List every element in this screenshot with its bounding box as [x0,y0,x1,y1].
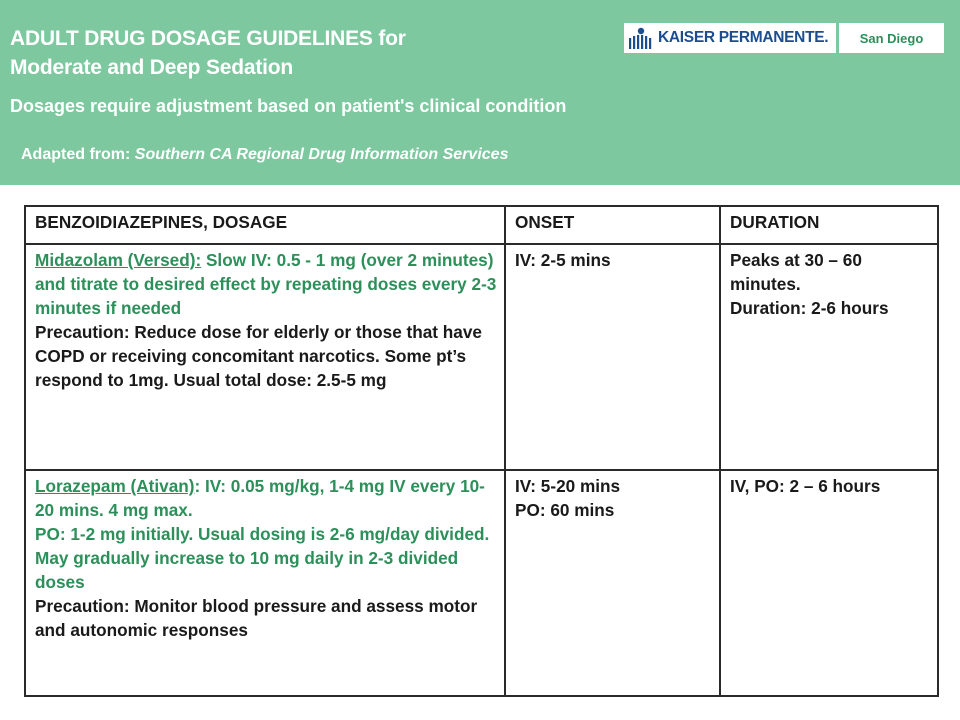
midazolam-dosage: Slow IV: 0.5 - 1 mg (over 2 minutes) and titrate to desired effect by repeating doses every 2-3 minutes if needed [35,250,497,318]
title-line-1: ADULT DRUG DOSAGE GUIDELINES for [10,27,406,50]
lorazepam-dosage-po: PO: 1-2 mg initially. Usual dosing is 2-6 mg/day divided. May gradually increase to 10 mg daily in 2-3 divided doses [35,524,490,592]
page-title [10,24,610,82]
lorazepam-dosage-cell [25,470,505,696]
adapted-label: Adapted from: [21,146,131,163]
adapted-source: Southern CA Regional Drug Information Services [134,146,509,163]
kaiser-logo [624,23,836,53]
lorazepam-dosage-text [35,476,489,592]
table-header-row [25,206,938,244]
dosage-table [24,205,939,697]
lorazepam-dosage: : IV: 0.05 mg/kg, 1-4 mg IV every 10-20 mins. 4 mg max. [35,476,485,520]
midazolam-dosage-text [35,250,496,318]
lorazepam-duration: IV, PO: 2 – 6 hours [730,476,881,496]
midazolam-duration: Duration: 2-6 hours [730,298,889,318]
header-banner [0,0,960,185]
lorazepam-onset-po: PO: 60 mins [515,500,615,520]
logo-text: KAISER PERMANENTE. [658,29,829,46]
midazolam-precaution: Precaution: Reduce dose for elderly or those that have COPD or receiving concomitant narcotics. Some pt’s respond to 1mg. Usual total dose: 2.5-5 mg [35,322,482,390]
lorazepam-drug-name: Lorazepam (Ativan) [35,476,195,496]
header-dosage: BENZOIDIAZEPINES, DOSAGE [25,206,505,244]
midazolam-onset-cell [505,244,720,470]
midazolam-peak: Peaks at 30 – 60 minutes. [730,250,862,294]
subtitle: Dosages require adjustment based on patient's clinical condition [10,96,567,116]
midazolam-duration-cell [720,244,938,470]
midazolam-dosage-cell [25,244,505,470]
lorazepam-precaution: Precaution: Monitor blood pressure and assess motor and autonomic responses [35,596,478,640]
region-label: San Diego [839,23,944,53]
lorazepam-duration-cell [720,470,938,696]
midazolam-onset: IV: 2-5 mins [515,250,611,270]
header-onset: ONSET [505,206,720,244]
lorazepam-onset-iv: IV: 5-20 mins [515,476,621,496]
table-row [25,244,938,470]
kaiser-figure-icon [626,26,656,50]
title-line-2: Moderate and Deep Sedation [10,56,294,79]
lorazepam-onset-cell [505,470,720,696]
table-row [25,470,938,696]
header-duration: DURATION [720,206,938,244]
midazolam-drug-name: Midazolam (Versed): [35,250,202,270]
adapted-from [21,146,508,164]
